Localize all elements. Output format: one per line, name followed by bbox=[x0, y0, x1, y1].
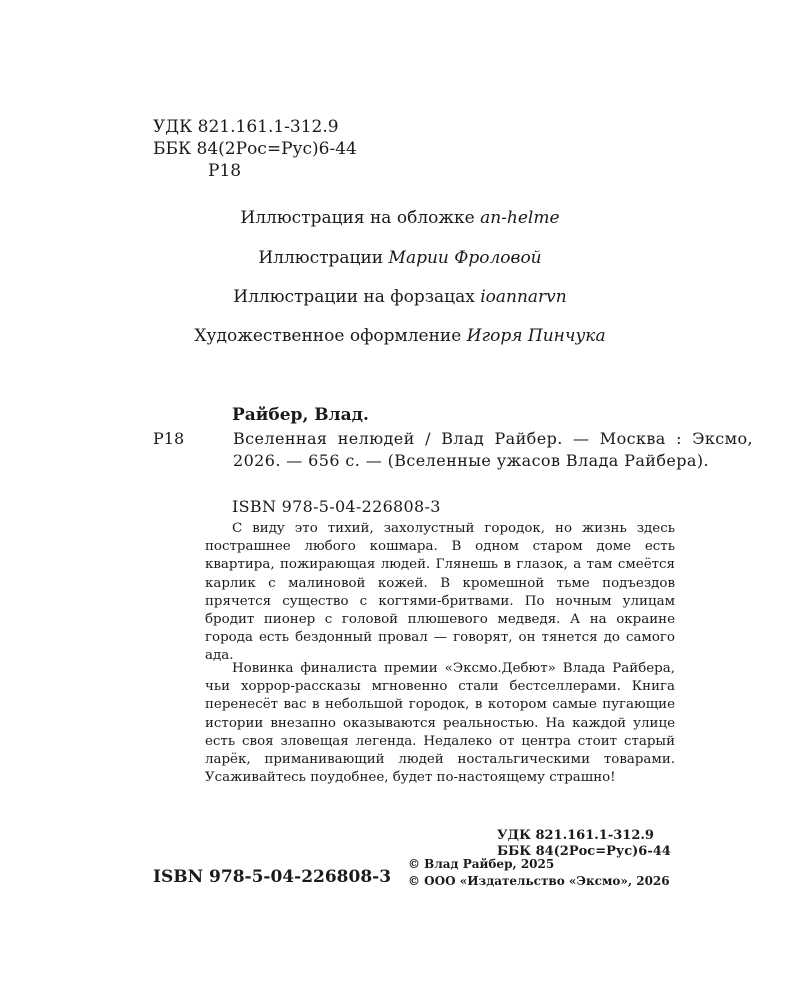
credit-label: Иллюстрации на форзацах bbox=[233, 287, 475, 307]
credit-name: Игоря Пинчука bbox=[466, 326, 606, 346]
abstract-text: Новинка финалиста премии «Эксмо.Дебют» Влада Райбера, чьи хоррор-рассказы мгновенно стали бестселлерами. Книга перенесёт вас в небольшой городок, в котором самые пугающие истории внезапно оказываются реальностью. На каждой улице есть своя зловещая легенда. Недалеко от центра стоит старый ларёк, приманивающий людей ностальгическими товарами. Усаживайтесь поудобнее, будет по-настоящему страшно! bbox=[205, 661, 675, 786]
credit-illustrations bbox=[0, 248, 800, 268]
catalog-description: Вселенная нелюдей / Влад Райбер. — Москва : Эксмо, 2026. — 656 с. — (Вселенные ужасов Влада Райбера). bbox=[233, 429, 753, 470]
credit-label: Художественное оформление bbox=[194, 326, 462, 346]
footer-udk: УДК 821.161.1-312.9 bbox=[497, 828, 654, 843]
credit-label: Иллюстрация на обложке bbox=[240, 208, 475, 228]
abstract-text: С виду это тихий, захолустный городок, но жизнь здесь пострашнее любого кошмара. В одном старом доме есть квартира, пожирающая людей. Глянешь в глазок, а там смеётся карлик с малиновой кожей. В кромешной тьме подъездов прячется существо с когтями-бритвами. По ночным улицам бродит пионер с головой плюшевого медведя. А на окраине города есть бездонный провал — говорят, он тянется до самого ада. bbox=[205, 521, 675, 664]
abstract-paragraph-2 bbox=[205, 660, 675, 787]
credit-label: Иллюстрации bbox=[258, 248, 384, 268]
udk-code: УДК 821.161.1-312.9 bbox=[153, 117, 339, 137]
footer-isbn: ISBN 978-5-04-226808-3 bbox=[153, 867, 392, 887]
credit-name: Марии Фроловой bbox=[388, 248, 542, 268]
abstract-paragraph-1 bbox=[205, 520, 675, 666]
catalog-code: Р18 bbox=[153, 429, 185, 448]
credit-cover bbox=[0, 208, 800, 228]
credit-name: an-helme bbox=[480, 208, 560, 228]
credit-design bbox=[0, 326, 800, 346]
footer-bbk: ББК 84(2Рос=Рус)6-44 bbox=[497, 844, 671, 859]
catalog-isbn: ISBN 978-5-04-226808-3 bbox=[232, 497, 441, 516]
bbk-code: ББК 84(2Рос=Рус)6-44 bbox=[153, 139, 357, 159]
copyright-author: © Влад Райбер, 2025 bbox=[408, 857, 555, 871]
author-heading: Райбер, Влад. bbox=[232, 405, 369, 425]
copyright-publisher: © ООО «Издательство «Эксмо», 2026 bbox=[408, 874, 670, 888]
author-mark: Р18 bbox=[208, 161, 242, 181]
copyright-block bbox=[408, 856, 670, 890]
classification-codes bbox=[153, 116, 357, 182]
credit-name: ioannarvn bbox=[480, 287, 567, 307]
credit-endpapers bbox=[0, 287, 800, 307]
